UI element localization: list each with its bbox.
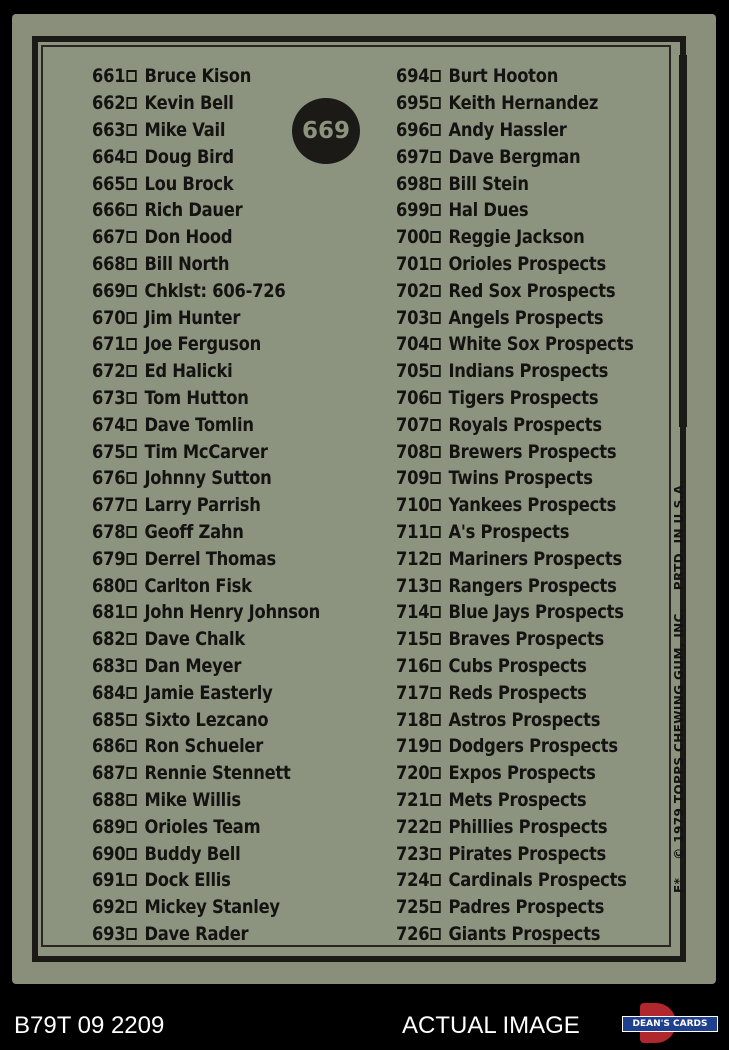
checklist-row (92, 90, 320, 117)
checkbox[interactable] (430, 204, 440, 216)
card-number: 691 (92, 869, 126, 892)
card-number: 673 (92, 386, 126, 409)
checkbox[interactable] (126, 874, 136, 886)
player-name: Jamie Easterly (144, 681, 273, 704)
card-number: 696 (396, 118, 430, 141)
frame-side-bar (679, 55, 687, 427)
card-number: 666 (92, 199, 126, 222)
card-number: 717 (396, 681, 430, 704)
checkbox[interactable] (126, 338, 136, 350)
checklist-row (396, 143, 634, 170)
checkbox[interactable] (430, 312, 440, 324)
card-number: 703 (396, 306, 430, 329)
card-number: 681 (92, 601, 126, 624)
checkbox[interactable] (126, 767, 136, 779)
player-name: Carlton Fisk (144, 574, 252, 597)
checkbox[interactable] (430, 794, 440, 806)
checklist-row (92, 170, 320, 197)
player-name: Dock Ellis (144, 869, 231, 892)
checkbox[interactable] (126, 365, 136, 377)
player-name: Reggie Jackson (448, 226, 585, 249)
printed-in: PRTD. IN U.S.A. (672, 479, 686, 591)
checklist-row (92, 224, 320, 251)
card-number: 700 (396, 226, 430, 249)
checklist-row (92, 760, 320, 787)
checklist-row (92, 385, 320, 412)
checkbox[interactable] (430, 70, 440, 82)
player-name: Brewers Prospects (448, 440, 617, 463)
checklist-row (396, 385, 634, 412)
checklist-row (92, 251, 320, 278)
checklist-row (396, 653, 634, 680)
checkbox[interactable] (126, 419, 136, 431)
player-name: Ed Halicki (144, 360, 233, 383)
checkbox[interactable] (126, 526, 136, 538)
checklist-row (396, 438, 634, 465)
checklist-row (396, 519, 634, 546)
checklist-row (396, 331, 634, 358)
player-name: Hal Dues (448, 199, 529, 222)
checkbox[interactable] (430, 580, 440, 592)
checklist-row (396, 626, 634, 653)
checklist-row (396, 304, 634, 331)
player-name: Angels Prospects (448, 306, 604, 329)
checkbox[interactable] (126, 606, 136, 618)
player-name: Red Sox Prospects (448, 279, 616, 302)
player-name: Dave Tomlin (144, 413, 254, 436)
checkbox[interactable] (430, 446, 440, 458)
card-number: 693 (92, 922, 126, 945)
checklist-row (92, 117, 320, 144)
player-name: Blue Jays Prospects (448, 601, 624, 624)
checklist-row (396, 599, 634, 626)
checkbox[interactable] (430, 740, 440, 752)
card-number: 683 (92, 654, 126, 677)
checkbox[interactable] (430, 151, 440, 163)
checklist-row (92, 331, 320, 358)
player-name: Joe Ferguson (144, 333, 262, 356)
player-name: Kevin Bell (144, 92, 234, 115)
checklist-row (396, 813, 634, 840)
player-name: Mickey Stanley (144, 896, 280, 919)
checklist-row (92, 197, 320, 224)
checkbox[interactable] (126, 124, 136, 136)
card-number: 665 (92, 172, 126, 195)
player-name: Yankees Prospects (448, 494, 617, 517)
checkbox[interactable] (430, 231, 440, 243)
player-name: Phillies Prospects (448, 815, 608, 838)
checklist-row (92, 894, 320, 921)
checkbox[interactable] (126, 740, 136, 752)
checkbox[interactable] (430, 124, 440, 136)
card-number: 712 (396, 547, 430, 570)
card-number: 663 (92, 118, 126, 141)
checklist-row (396, 572, 634, 599)
player-name: Chklst: 606-726 (144, 279, 286, 302)
player-name: Pirates Prospects (448, 842, 607, 865)
card-number: 706 (396, 386, 430, 409)
checkbox[interactable] (126, 687, 136, 699)
checkbox[interactable] (126, 901, 136, 913)
card-number: 677 (92, 494, 126, 517)
player-name: Orioles Prospects (448, 252, 606, 275)
card-number: 680 (92, 574, 126, 597)
checkbox[interactable] (430, 97, 440, 109)
card-number: 702 (396, 279, 430, 302)
card-number: 701 (396, 252, 430, 275)
checkbox[interactable] (430, 178, 440, 190)
player-name: Indians Prospects (448, 360, 609, 383)
player-name: Dan Meyer (144, 654, 242, 677)
checkbox[interactable] (126, 714, 136, 726)
checkbox[interactable] (126, 151, 136, 163)
checklist-row (396, 251, 634, 278)
player-name: Tim McCarver (144, 440, 268, 463)
player-name: Bill North (144, 252, 230, 275)
player-name: Dave Rader (144, 922, 249, 945)
checkbox[interactable] (126, 446, 136, 458)
card-number: 675 (92, 440, 126, 463)
player-name: Derrel Thomas (144, 547, 277, 570)
checklist-row (396, 787, 634, 814)
card-number: 726 (396, 922, 430, 945)
checkbox[interactable] (126, 70, 136, 82)
checkbox[interactable] (126, 660, 136, 672)
card-number: 676 (92, 467, 126, 490)
card-number: 688 (92, 788, 126, 811)
checkbox[interactable] (126, 204, 136, 216)
player-name: Bruce Kison (144, 65, 252, 88)
player-name: Mariners Prospects (448, 547, 622, 570)
card-number: 674 (92, 413, 126, 436)
player-name: Don Hood (144, 226, 233, 249)
player-name: John Henry Johnson (144, 601, 321, 624)
checklist-row (396, 90, 634, 117)
checkbox[interactable] (430, 285, 440, 297)
checklist-row (396, 224, 634, 251)
card-number: 669 (92, 279, 126, 302)
player-name: Reds Prospects (448, 681, 587, 704)
printer-code: F* (672, 877, 686, 893)
player-name: Braves Prospects (448, 628, 605, 651)
checkbox[interactable] (126, 285, 136, 297)
checklist-row (92, 492, 320, 519)
checklist-row (92, 519, 320, 546)
checkbox[interactable] (430, 606, 440, 618)
checklist-row (92, 787, 320, 814)
checklist-row (92, 653, 320, 680)
checkbox[interactable] (126, 821, 136, 833)
checklist-row (396, 170, 634, 197)
checkbox[interactable] (430, 633, 440, 645)
card-number: 718 (396, 708, 430, 731)
card-number: 708 (396, 440, 430, 463)
checklist-row (396, 358, 634, 385)
checkbox[interactable] (126, 178, 136, 190)
card-number: 687 (92, 762, 126, 785)
checkbox[interactable] (430, 472, 440, 484)
player-name: Dodgers Prospects (448, 735, 618, 758)
checkbox[interactable] (126, 392, 136, 404)
card-number: 713 (396, 574, 430, 597)
checkbox[interactable] (126, 553, 136, 565)
checklist-row (92, 706, 320, 733)
card-number: 697 (396, 145, 430, 168)
card-number: 715 (396, 628, 430, 651)
card-number: 721 (396, 788, 430, 811)
card-number: 689 (92, 815, 126, 838)
checklist-row (92, 465, 320, 492)
player-name: A's Prospects (448, 520, 570, 543)
checkbox[interactable] (430, 848, 440, 860)
card-number: 709 (396, 467, 430, 490)
checklist-row (92, 921, 320, 948)
checkbox[interactable] (430, 714, 440, 726)
card-number: 670 (92, 306, 126, 329)
checklist-row (92, 143, 320, 170)
card-number: 704 (396, 333, 430, 356)
card-number: 714 (396, 601, 430, 624)
checklist-row (396, 706, 634, 733)
checklist-row (92, 599, 320, 626)
card-number: 668 (92, 252, 126, 275)
checklist-right-column (396, 63, 672, 947)
card-number: 725 (396, 896, 430, 919)
player-name: Dave Chalk (144, 628, 246, 651)
checklist-row (92, 63, 320, 90)
checklist-row (92, 679, 320, 706)
card-number: 672 (92, 360, 126, 383)
card-number: 695 (396, 92, 430, 115)
player-name: Mets Prospects (448, 788, 587, 811)
checklist-row (92, 572, 320, 599)
checklist-left-column (92, 63, 357, 947)
checkbox[interactable] (430, 821, 440, 833)
player-name: White Sox Prospects (448, 333, 634, 356)
checklist-row (92, 813, 320, 840)
card-number: 724 (396, 869, 430, 892)
player-name: Royals Prospects (448, 413, 602, 436)
card-number: 723 (396, 842, 430, 865)
checklist-row (396, 894, 634, 921)
card-number: 699 (396, 199, 430, 222)
player-name: Dave Bergman (448, 145, 581, 168)
inventory-code: B79T 09 2209 (14, 1012, 165, 1039)
player-name: Mike Vail (144, 118, 226, 141)
player-name: Doug Bird (144, 145, 234, 168)
player-name: Rennie Stennett (144, 762, 291, 785)
player-name: Expos Prospects (448, 762, 596, 785)
checkbox[interactable] (430, 553, 440, 565)
checkbox[interactable] (126, 231, 136, 243)
player-name: Astros Prospects (448, 708, 601, 731)
checklist-row (396, 867, 634, 894)
checklist-row (396, 760, 634, 787)
checklist-row (92, 304, 320, 331)
player-name: Mike Willis (144, 788, 241, 811)
checkbox[interactable] (430, 499, 440, 511)
card-number-badge: 669 (292, 98, 360, 164)
copyright-line (672, 473, 686, 893)
player-name: Keith Hernandez (448, 92, 599, 115)
player-name: Giants Prospects (448, 922, 601, 945)
player-name: Tom Hutton (144, 386, 249, 409)
card-number: 690 (92, 842, 126, 865)
checklist-row (396, 117, 634, 144)
checklist-row (396, 197, 634, 224)
checklist-row (396, 277, 634, 304)
card-number: 684 (92, 681, 126, 704)
card-number: 661 (92, 65, 126, 88)
checklist-row (396, 545, 634, 572)
checklist-row (92, 840, 320, 867)
checklist-row (92, 545, 320, 572)
checkbox[interactable] (430, 767, 440, 779)
checklist-row (92, 277, 320, 304)
player-name: Cardinals Prospects (448, 869, 627, 892)
player-name: Ron Schueler (144, 735, 264, 758)
checkbox[interactable] (126, 97, 136, 109)
checkbox[interactable] (126, 633, 136, 645)
card-number: 716 (396, 654, 430, 677)
checklist-row (396, 679, 634, 706)
player-name: Rich Dauer (144, 199, 243, 222)
card-number: 707 (396, 413, 430, 436)
checkbox[interactable] (430, 526, 440, 538)
player-name: Rangers Prospects (448, 574, 617, 597)
logo-band: DEAN'S CARDS (622, 1016, 718, 1032)
card-number: 698 (396, 172, 430, 195)
checkbox[interactable] (126, 472, 136, 484)
checklist-row (92, 411, 320, 438)
checklist-row (396, 840, 634, 867)
player-name: Padres Prospects (448, 896, 605, 919)
card-number: 692 (92, 896, 126, 919)
checkbox[interactable] (126, 848, 136, 860)
checklist-row (396, 492, 634, 519)
checklist-row (92, 626, 320, 653)
checkbox[interactable] (430, 660, 440, 672)
card-number: 711 (396, 520, 430, 543)
checkbox[interactable] (430, 338, 440, 350)
player-name: Jim Hunter (144, 306, 241, 329)
actual-image-caption: ACTUAL IMAGE (402, 1012, 580, 1039)
checklist-row (396, 465, 634, 492)
card-number: 682 (92, 628, 126, 651)
checkbox[interactable] (430, 874, 440, 886)
player-name: Andy Hassler (448, 118, 567, 141)
checklist-row (92, 867, 320, 894)
card-number: 667 (92, 226, 126, 249)
checkbox[interactable] (430, 258, 440, 270)
player-name: Bill Stein (448, 172, 529, 195)
checkbox[interactable] (430, 419, 440, 431)
player-name: Larry Parrish (144, 494, 261, 517)
checkbox[interactable] (430, 365, 440, 377)
copyright-notice: © 1979 TOPPS CHEWING GUM, INC. (672, 608, 686, 860)
checkbox[interactable] (430, 687, 440, 699)
checkbox[interactable] (126, 312, 136, 324)
card-number: 679 (92, 547, 126, 570)
player-name: Twins Prospects (448, 467, 593, 490)
checklist-row (396, 733, 634, 760)
card-number: 671 (92, 333, 126, 356)
checklist-row (396, 411, 634, 438)
checkbox[interactable] (126, 258, 136, 270)
player-name: Burt Hooton (448, 65, 559, 88)
checklist-row (92, 438, 320, 465)
checkbox[interactable] (430, 392, 440, 404)
player-name: Cubs Prospects (448, 654, 587, 677)
checkbox[interactable] (126, 928, 136, 940)
checkbox[interactable] (126, 794, 136, 806)
player-name: Johnny Sutton (144, 467, 272, 490)
player-name: Lou Brock (144, 172, 234, 195)
card-number: 694 (396, 65, 430, 88)
player-name: Sixto Lezcano (144, 708, 269, 731)
checkbox[interactable] (430, 928, 440, 940)
card-number: 710 (396, 494, 430, 517)
checklist-row (92, 358, 320, 385)
card-number: 720 (396, 762, 430, 785)
card-number: 686 (92, 735, 126, 758)
card-number: 678 (92, 520, 126, 543)
card-number: 685 (92, 708, 126, 731)
card-number: 662 (92, 92, 126, 115)
player-name: Orioles Team (144, 815, 261, 838)
deans-cards-logo (622, 1003, 718, 1043)
checkbox[interactable] (430, 901, 440, 913)
checklist-row (92, 733, 320, 760)
checkbox[interactable] (126, 580, 136, 592)
card-number: 722 (396, 815, 430, 838)
checklist-row (396, 921, 634, 948)
checkbox[interactable] (126, 499, 136, 511)
checklist-row (396, 63, 634, 90)
card-number: 719 (396, 735, 430, 758)
card-number: 664 (92, 145, 126, 168)
player-name: Buddy Bell (144, 842, 241, 865)
card-number: 705 (396, 360, 430, 383)
player-name: Geoff Zahn (144, 520, 244, 543)
player-name: Tigers Prospects (448, 386, 599, 409)
